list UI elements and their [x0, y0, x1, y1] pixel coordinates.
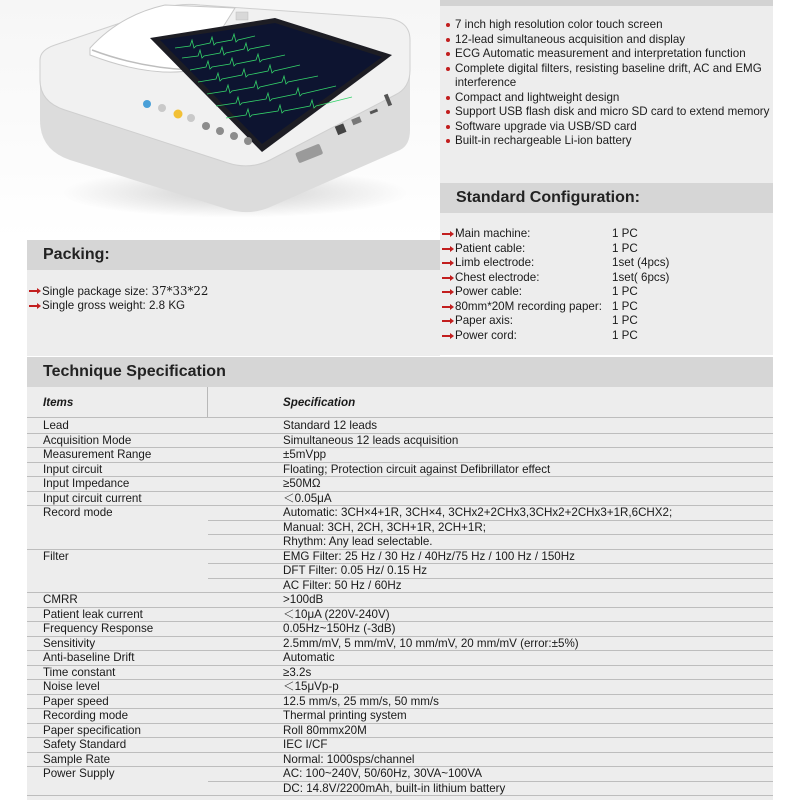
standard-configuration-title: Standard Configuration:: [456, 189, 640, 206]
row-divider: [27, 679, 773, 680]
arrow-bullet-icon: [29, 290, 38, 292]
spec-item-value: Thermal printing system: [283, 709, 407, 722]
spec-item-value: IEC I/CF: [283, 738, 328, 751]
spec-item-value: Floating; Protection circuit against Defibrillator effect: [283, 462, 551, 476]
technique-specification-header: [27, 357, 773, 387]
spec-item-value: DC: 14.8V/2200mAh, built-in lithium battery: [283, 781, 506, 795]
spec-item-value: 0.05Hz~150Hz (-3dB): [283, 622, 396, 635]
spec-item-value: ≥50MΩ: [283, 477, 321, 490]
column-header-items: Items: [43, 395, 74, 409]
configuration-item-quantity: 1set( 6pcs): [612, 270, 670, 284]
arrow-bullet-icon: [29, 305, 38, 307]
configuration-item-name: Limb electrode:: [455, 256, 535, 269]
configuration-item: [440, 285, 773, 300]
product-photo: [0, 0, 440, 240]
row-divider: [27, 665, 773, 666]
spec-item-label: Power Supply: [43, 767, 115, 780]
spec-item-value: Manual: 3CH, 2CH, 3CH+1R, 2CH+1R;: [283, 520, 486, 534]
spec-item-value: DFT Filter: 0.05 Hz/ 0.15 Hz: [283, 564, 428, 577]
spec-item-value: ＜0.05μA: [283, 491, 332, 505]
arrow-bullet-icon: [442, 277, 451, 279]
spec-item-label: Patient leak current: [43, 607, 143, 621]
standard-configuration-list: [440, 213, 773, 355]
configuration-item-quantity: 1 PC: [612, 328, 638, 342]
spec-item-label: Acquisition Mode: [43, 433, 132, 447]
configuration-item-quantity: 1 PC: [612, 314, 638, 327]
configuration-item: [440, 227, 773, 242]
spec-item-label: CMRR: [43, 593, 78, 606]
configuration-item-name: 80mm*20M recording paper:: [455, 299, 602, 313]
spec-item-value: ＜10μA (220V-240V): [283, 607, 390, 621]
configuration-item-name: Main machine:: [455, 227, 531, 240]
configuration-item: [440, 300, 773, 315]
configuration-item-name: Chest electrode:: [455, 270, 540, 284]
spec-item-label: Input circuit: [43, 462, 103, 476]
configuration-item-quantity: 1 PC: [612, 285, 638, 298]
arrow-bullet-icon: [442, 320, 451, 322]
package-size-value: 37*33*22: [151, 284, 209, 298]
row-divider: [27, 476, 773, 477]
spec-item-label: Input Impedance: [43, 477, 130, 490]
feature-item: Complete digital filters, resisting baseline drift, AC and EMG interference: [455, 62, 773, 91]
spec-item-value: Rhythm: Any lead selectable.: [283, 535, 433, 548]
spec-item-label: Lead: [43, 419, 69, 432]
configuration-item-name: Patient cable:: [455, 241, 526, 255]
spec-item-label: Time constant: [43, 665, 116, 679]
spec-item-label: Sample Rate: [43, 752, 111, 766]
feature-item: 7 inch high resolution color touch screen: [455, 18, 773, 33]
standard-configuration-header: [440, 183, 773, 213]
gross-weight-text: Single gross weight: 2.8 KG: [42, 298, 186, 312]
configuration-item-quantity: 1set (4pcs): [612, 256, 670, 269]
spec-item-label: Paper speed: [43, 694, 109, 708]
feature-item: Support USB flash disk and micro SD card to extend memory: [455, 105, 773, 120]
spec-item-value: ±5mVpp: [283, 448, 327, 461]
packing-panel: [27, 270, 440, 356]
spec-item-label: Noise level: [43, 680, 100, 693]
configuration-item: [440, 314, 773, 329]
row-divider: [27, 737, 773, 738]
spec-item-label: Paper specification: [43, 723, 141, 737]
spec-item-label: Recording mode: [43, 709, 129, 722]
arrow-bullet-icon: [442, 262, 451, 264]
feature-item: Software upgrade via USB/SD card: [455, 120, 773, 135]
feature-item: Compact and lightweight design: [455, 91, 773, 106]
arrow-bullet-icon: [442, 248, 451, 250]
row-divider: [27, 592, 773, 593]
configuration-item-name: Paper axis:: [455, 314, 513, 327]
feature-item: Built-in rechargeable Li-ion battery: [455, 134, 773, 149]
spec-item-value: Roll 80mmx20M: [283, 723, 367, 737]
feature-list: [440, 6, 773, 149]
spec-item-value: 12.5 mm/s, 25 mm/s, 50 mm/s: [283, 694, 439, 708]
features-panel: [440, 0, 773, 183]
sub-row-divider: [208, 520, 773, 521]
configuration-item: [440, 256, 773, 271]
row-divider: [27, 650, 773, 651]
spec-item-value: Automatic: [283, 651, 335, 664]
configuration-item-quantity: 1 PC: [612, 299, 638, 313]
spec-item-value: Standard 12 leads: [283, 419, 378, 432]
spec-item-value: ＜15μVp-p: [283, 680, 339, 693]
spec-item-value: EMG Filter: 25 Hz / 30 Hz / 40Hz/75 Hz / 100 Hz / 150Hz: [283, 549, 575, 563]
configuration-item-quantity: 1 PC: [612, 227, 638, 240]
arrow-bullet-icon: [442, 335, 451, 337]
spec-item-value: >100dB: [283, 593, 324, 606]
sub-row-divider: [208, 578, 773, 579]
package-size-label: Single package size:: [42, 285, 149, 298]
sub-row-divider: [208, 563, 773, 564]
configuration-item-quantity: 1 PC: [612, 241, 638, 255]
packing-title: Packing:: [43, 246, 110, 263]
row-divider: [27, 417, 773, 418]
spec-item-value: Simultaneous 12 leads acquisition: [283, 433, 459, 447]
sub-row-divider: [208, 781, 773, 782]
spec-item-value: Automatic: 3CH×4+1R, 3CH×4, 3CHx2+2CHx3,3CHx2+2CHx3+1R,6CHX2;: [283, 506, 673, 519]
column-header-specification: Specification: [283, 395, 356, 409]
configuration-item-name: Power cord:: [455, 328, 517, 342]
spec-item-value: AC Filter: 50 Hz / 60Hz: [283, 578, 402, 592]
packing-size-text: [42, 284, 208, 300]
technique-specification-title: Technique Specification: [43, 363, 226, 380]
specification-table: [27, 387, 773, 800]
spec-item-label: Input circuit current: [43, 491, 142, 505]
packing-header: [27, 240, 440, 270]
spec-item-label: Filter: [43, 549, 69, 563]
spec-item-value: Normal: 1000sps/channel: [283, 752, 415, 766]
spec-item-label: Sensitivity: [43, 636, 96, 650]
configuration-item: [440, 329, 773, 344]
spec-item-value: 2.5mm/mV, 5 mm/mV, 10 mm/mV, 20 mm/mV (error:±5%): [283, 636, 579, 650]
column-divider: [207, 387, 208, 417]
configuration-item-name: Power cable:: [455, 285, 523, 298]
arrow-bullet-icon: [442, 233, 451, 235]
spec-item-label: Frequency Response: [43, 622, 154, 635]
spec-item-value: AC: 100~240V, 50/60Hz, 30VA~100VA: [283, 767, 482, 780]
feature-item: 12-lead simultaneous acquisition and display: [455, 33, 773, 48]
spec-item-label: Safety Standard: [43, 738, 127, 751]
spec-item-label: Measurement Range: [43, 448, 152, 461]
feature-item: ECG Automatic measurement and interpretation function: [455, 47, 773, 62]
ecg-device-illustration: [0, 0, 440, 240]
arrow-bullet-icon: [442, 291, 451, 293]
configuration-item: [440, 242, 773, 257]
spec-item-label: Anti-baseline Drift: [43, 651, 135, 664]
row-divider: [27, 795, 773, 796]
arrow-bullet-icon: [442, 306, 451, 308]
configuration-item: [440, 271, 773, 286]
sub-row-divider: [208, 534, 773, 535]
spec-item-label: Record mode: [43, 506, 113, 519]
spec-item-value: ≥3.2s: [283, 665, 312, 679]
